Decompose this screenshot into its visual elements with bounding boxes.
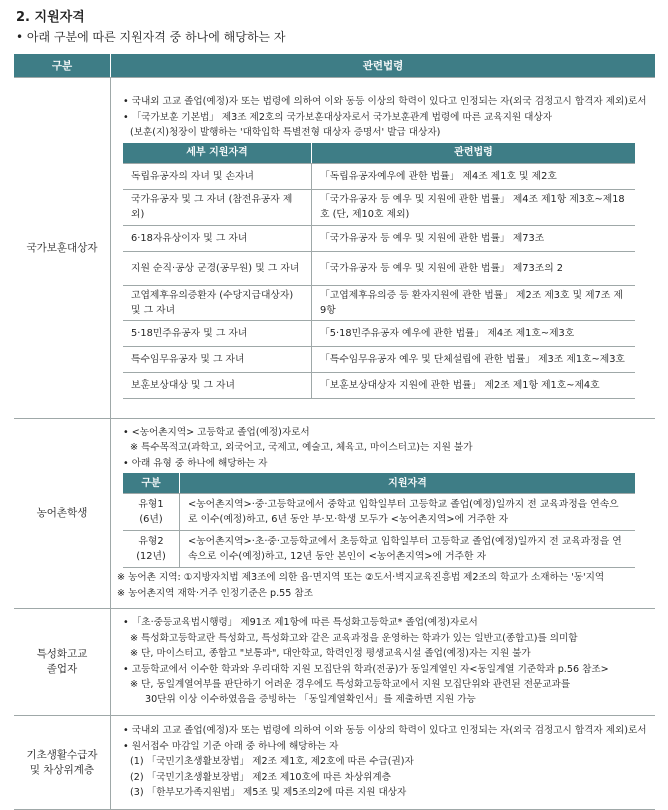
subtable-cell: 고엽제후유의증환자 (수당지급대상자) 및 그 자녀 — [123, 285, 312, 320]
text-line: • 국내외 고교 졸업(예정)자 또는 법령에 의하여 이와 동등 이상의 학력이 있다고 인정되는 자(외국 검정고시 합격자 제외)로서 — [123, 96, 647, 108]
category-line: 및 차상위계층 — [29, 763, 95, 776]
header-category: 구분 — [14, 54, 111, 78]
subtable-row — [123, 163, 635, 189]
text-line: ※ 단, 동일계열여부를 판단하기 어려운 경우에도 특성화고등학교에서 지원 모집단위와 관련된 전문교과를 — [130, 678, 571, 690]
subtable-header-row — [123, 143, 635, 164]
text-line: ※ 특수목적고(과학고, 외국어고, 국제고, 예술고, 체육고, 마이스터고)는 지원 불가 — [130, 442, 473, 454]
subtable-header-row — [123, 473, 635, 494]
subtable-row — [123, 531, 635, 568]
subtable-row — [123, 372, 635, 398]
subtable-cell: 「국가유공자 등 예우 및 지원에 관한 법률」 제73조의 2 — [312, 251, 636, 285]
subtable-header: 지원자격 — [180, 473, 636, 494]
subtable-cell — [123, 531, 180, 568]
subtable-cell: 「고엽제후유의증 등 환자지원에 관한 법률」 제2조 제3호 및 제7조 제9항 — [312, 285, 636, 320]
subtable-cell: 보훈보상대상 및 그 자녀 — [123, 372, 312, 398]
subtable-cell: 「국가유공자 등 예우 및 지원에 관한 법률」 제4조 제1항 제3호~제18호 (단, 제10호 제외) — [312, 189, 636, 225]
subtable-header: 세부 지원자격 — [123, 143, 312, 164]
type-years: (12년) — [136, 551, 166, 563]
subtable-cell: 「국가유공자 등 예우 및 지원에 관한 법률」 제73조 — [312, 225, 636, 251]
subtable-cell: <농어촌지역>·초·중·고등학교에서 초등학교 입학일부터 고등학교 졸업(예정)일까지 전 교육과정을 연속으로 이수(예정)하고, 12년 동안 본인이 <농어촌지역>에 거주한 자 — [180, 531, 636, 568]
text-line: ※ 단, 마이스터고, 종합고 "보통과", 대안학교, 학력인정 평생교육시설 졸업(예정)자는 지원 불가 — [130, 648, 531, 660]
text-line: ※ 특성화고등학교란 특성화고, 특성화고와 같은 교육과정을 운영하는 학과가 있는 일반고(종합고)를 의미함 — [130, 632, 578, 644]
row-content — [111, 716, 656, 810]
section-subtitle: • 아래 구분에 따른 지원자격 중 하나에 해당하는 자 — [16, 30, 286, 44]
row-category: 국가보훈대상자 — [14, 78, 111, 419]
subtable-cell: 「5·18민주유공자 예우에 관한 법률」 제4조 제1호~제3호 — [312, 320, 636, 346]
subtable-row — [123, 494, 635, 531]
subtable-cell: 5·18민주유공자 및 그 자녀 — [123, 320, 312, 346]
subtable-cell: 6·18자유상이자 및 그 자녀 — [123, 225, 312, 251]
subtable-cell: 특수임무유공자 및 그 자녀 — [123, 346, 312, 372]
table-header-row — [14, 54, 655, 78]
subtable-cell: 국가유공자 및 그 자녀 (참전유공자 제외) — [123, 189, 312, 225]
subtable-cell — [123, 494, 180, 531]
row-content — [111, 419, 656, 609]
subtable-row — [123, 225, 635, 251]
subtable-row — [123, 346, 635, 372]
text-line: • 「국가보훈 기본법」 제3조 제2호의 국가보훈대상자로서 국가보훈관계 법령에 따른 교육지원 대상자 — [123, 111, 552, 123]
row-content — [111, 609, 656, 716]
subtable-row — [123, 320, 635, 346]
text-line: • 국내외 고교 졸업(예정)자 또는 법령에 의하여 이와 동등 이상의 학력이 있다고 인정되는 자(외국 검정고시 합격자 제외)로서 — [123, 725, 647, 737]
subtable-cell: 지원 순직·공상 군경(공무원) 및 그 자녀 — [123, 251, 312, 285]
subtable-cell: 「보훈보상대상자 지원에 관한 법률」 제2조 제1항 제1호~제4호 — [312, 372, 636, 398]
row-category — [14, 609, 111, 716]
text-line: • 「초·중등교육법시행령」 제91조 제1항에 따른 특성화고등학교* 졸업(예정)자로서 — [123, 617, 478, 629]
subtable-cell: 독립유공자의 자녀 및 손자녀 — [123, 163, 312, 189]
qualification-table — [14, 54, 655, 810]
table-row — [14, 78, 655, 419]
row-content — [111, 78, 656, 419]
row-category — [14, 716, 111, 810]
subtable-row — [123, 285, 635, 320]
subtable-cell: <농어촌지역>·중·고등학교에서 중학교 입학일부터 고등학교 졸업(예정)일까지 전 교육과정을 연속으로 이수(예정)하고, 6년 동안 부·모·학생 모두가 <농어촌지역>에 거주한 자 — [180, 494, 636, 531]
header-law: 관련법령 — [111, 54, 656, 78]
text-line: (보훈(지)청장이 발행하는 '대학입학 특별전형 대상자 증명서' 발급 대상자) — [130, 127, 441, 139]
subtable-cell: 「특수임무유공자 예우 및 단체설립에 관한 법률」 제3조 제1호~제3호 — [312, 346, 636, 372]
subtable-cell: 「독립유공자예우에 관한 법률」 제4조 제1호 및 제2호 — [312, 163, 636, 189]
text-line: (3) 「한부모가족지원법」 제5조 및 제5조의2에 따른 지원 대상자 — [130, 787, 407, 799]
subtable-row — [123, 251, 635, 285]
text-line: (1) 「국민기초생활보장법」 제2조 제1호, 제2호에 따른 수급(권)자 — [130, 756, 414, 768]
table-row — [14, 419, 655, 609]
category-line: 졸업자 — [46, 663, 78, 675]
row-category: 농어촌학생 — [14, 419, 111, 609]
text-line: • 고등학교에서 이수한 학과와 우리대학 지원 모집단위 학과(전공)가 동일계열인 자<동일계열 기준학과 p.56 참조> — [123, 663, 609, 675]
table-row — [14, 609, 655, 716]
text-line: • 원서접수 마감일 기준 아래 중 하나에 해당하는 자 — [123, 740, 339, 752]
type-label: 유형1 — [138, 499, 164, 511]
note-line: ※ 농어촌지역 재학·거주 인정기준은 p.55 참조 — [117, 587, 313, 599]
table-row — [14, 716, 655, 810]
section-title: 2. 지원자격 — [16, 10, 85, 25]
subtable-header: 구분 — [123, 473, 180, 494]
veterans-subtable — [123, 143, 635, 399]
type-label: 유형2 — [138, 536, 164, 548]
text-line: 30단위 이상 이수하였음을 증빙하는 「동일계열확인서」를 제출하면 지원 가능 — [145, 694, 476, 706]
note-line: ※ 농어촌 지역: ①지방자치법 제3조에 의한 읍·면지역 또는 ②도서·벽지교육진흥법 제2조의 학교가 소재하는 '동'지역 — [117, 572, 605, 584]
text-line: (2) 「국민기초생활보장법」 제2조 제10호에 따른 차상위계층 — [130, 771, 391, 783]
category-line: 기초생활수급자 — [26, 748, 98, 761]
text-line: • <농어촌지역> 고등학교 졸업(예정)자로서 — [123, 426, 310, 438]
subtable-header: 관련법령 — [312, 143, 636, 164]
category-line: 특성화고교 — [36, 648, 88, 660]
type-years: (6년) — [139, 514, 163, 526]
subtable-row — [123, 189, 635, 225]
rural-subtable — [123, 473, 635, 568]
text-line: • 아래 유형 중 하나에 해당하는 자 — [123, 457, 268, 469]
